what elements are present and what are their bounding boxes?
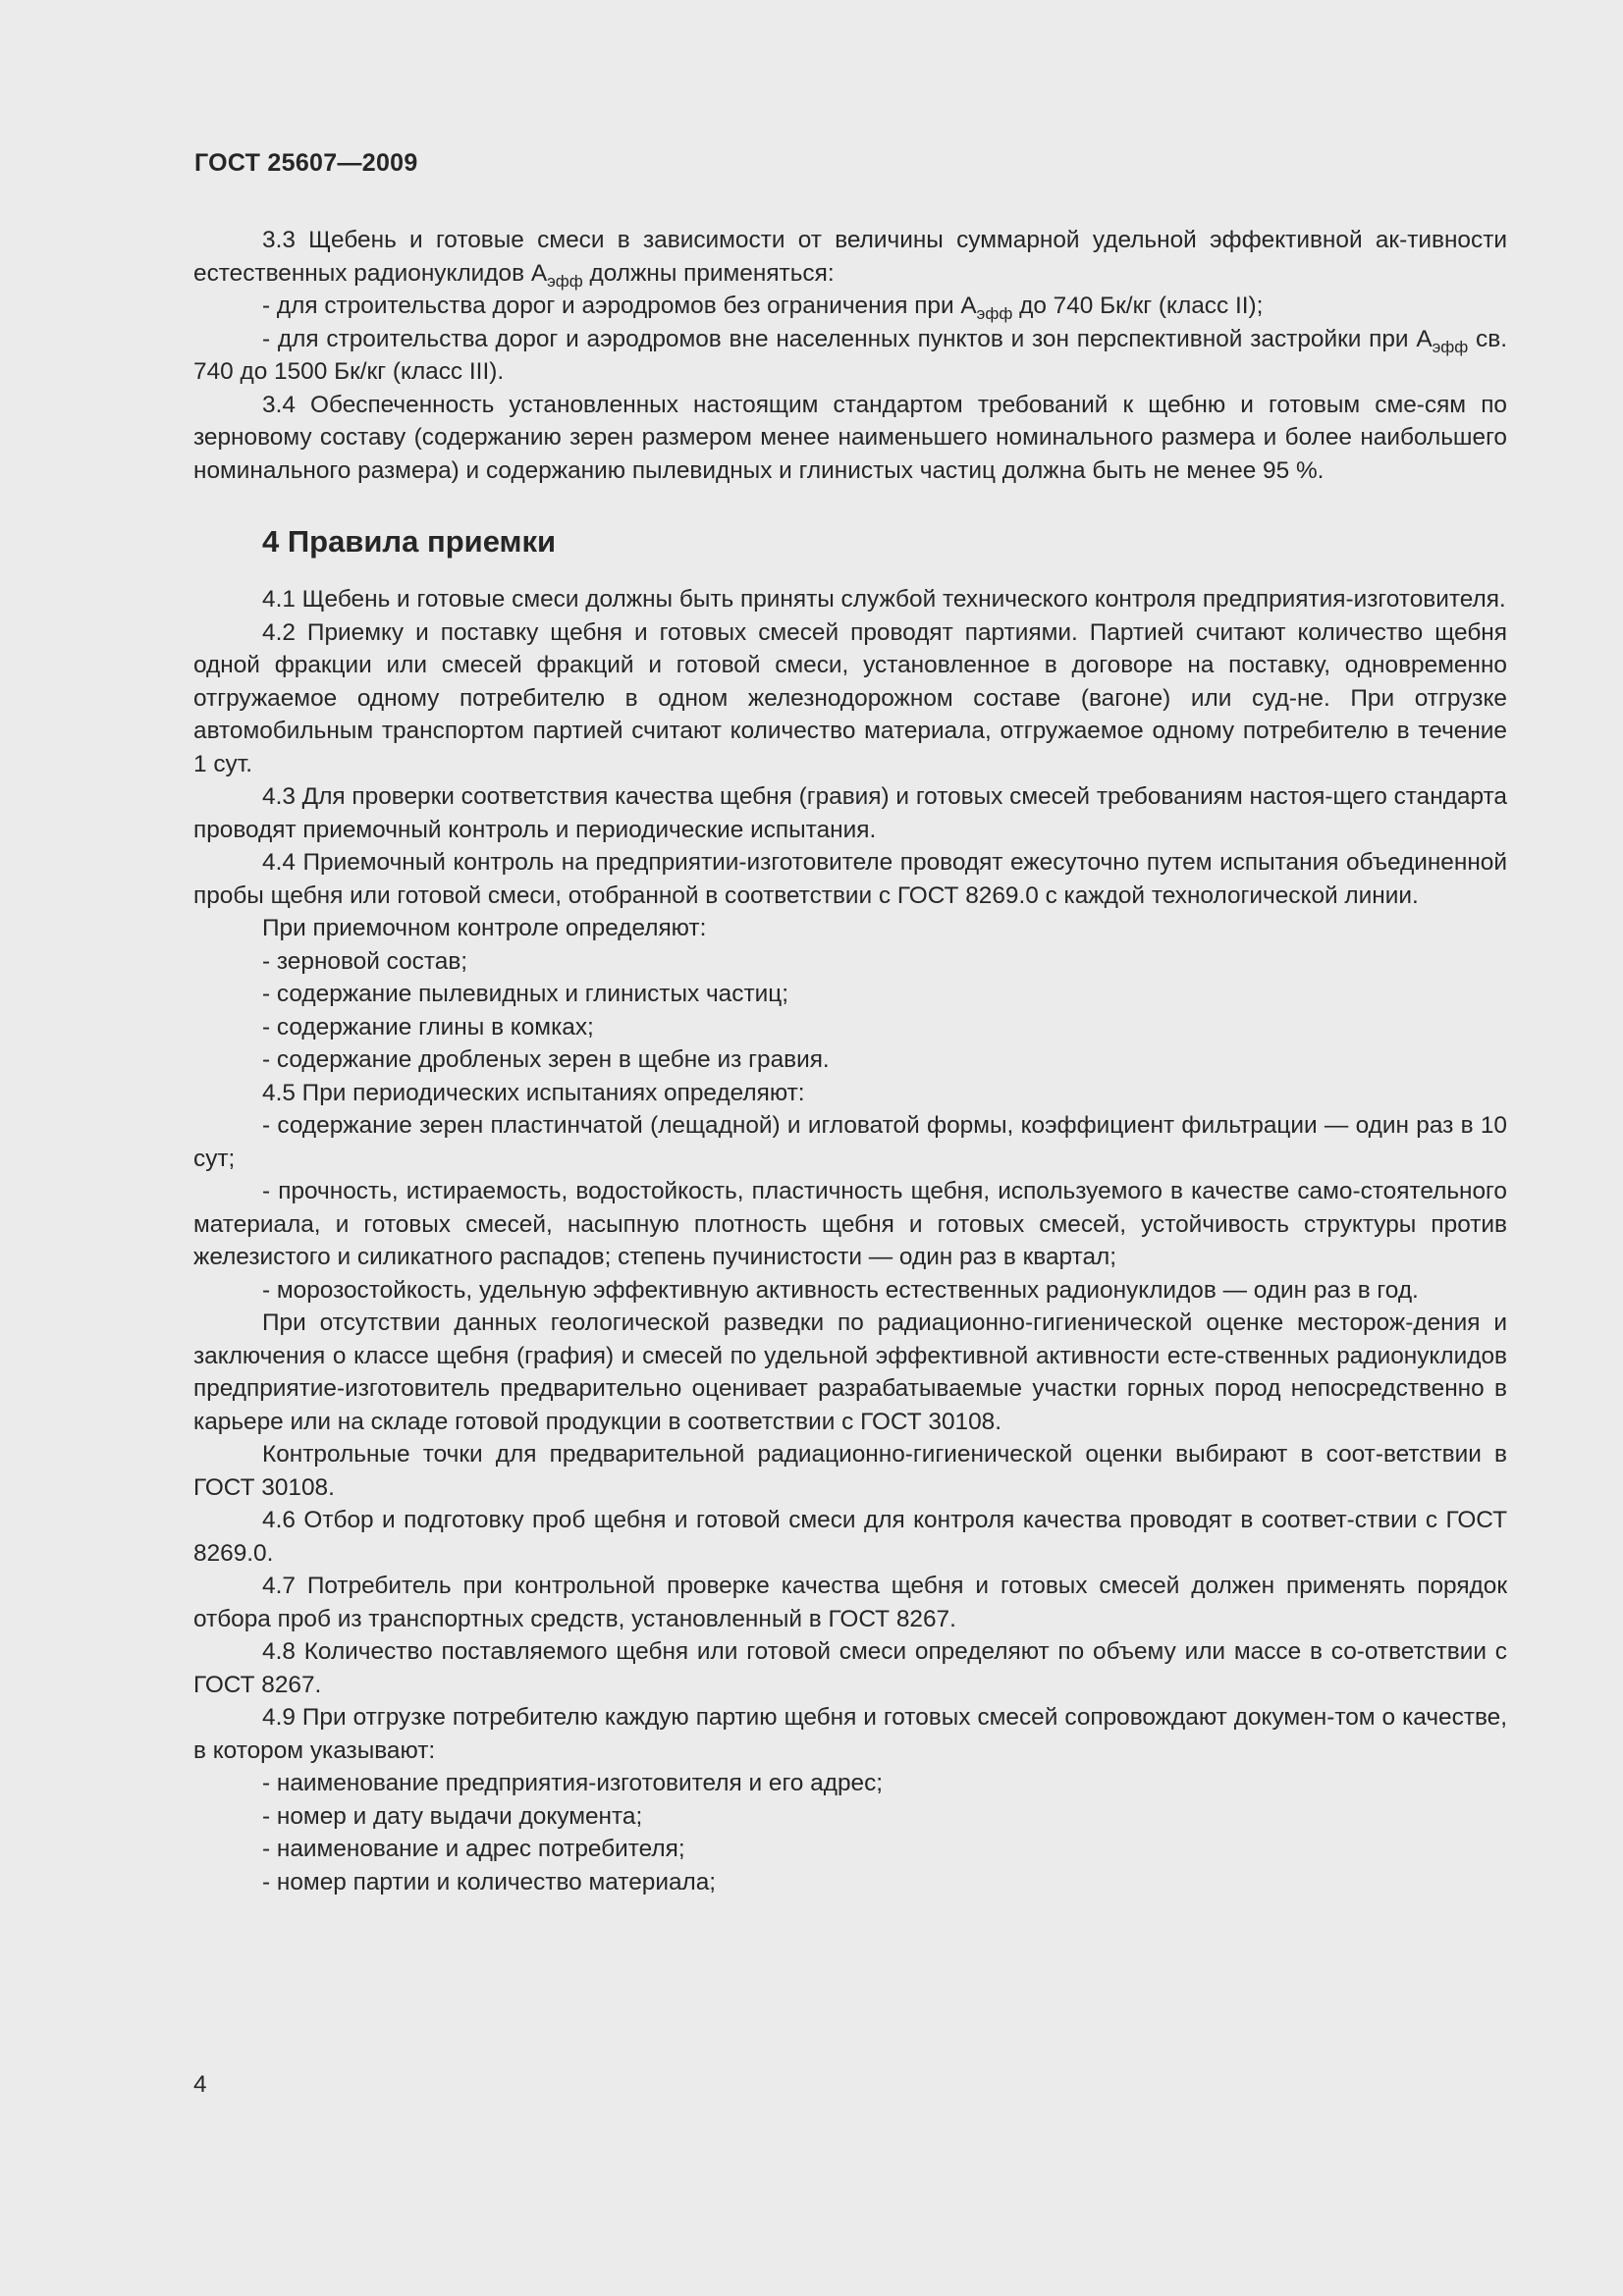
list-item: - содержание глины в комках;: [262, 1013, 594, 1041]
body-text: [193, 224, 1507, 1898]
page-number: 4: [193, 2071, 207, 2098]
list-item: - номер и дату выдачи документа;: [262, 1802, 643, 1830]
list-item: - номер партии и количество материала;: [262, 1868, 717, 1896]
list-item: - содержание зерен пластинчатой (лещадной) и игловатой формы, коэффициент фильтрации — один раз в 10 сут;: [193, 1112, 1507, 1172]
paragraph-4-4: 4.4 Приемочный контроль на предприятии-изготовителе проводят ежесуточно путем испытания объединенной пробы щебня или готовой смеси, отобранной в соответствии с ГОСТ 8269.0 с каждой технологической линии.: [193, 849, 1507, 909]
list-item: - содержание дробленых зерен в щебне из гравия.: [262, 1046, 830, 1073]
list-item: - зерновой состав;: [262, 947, 468, 975]
list-item: [193, 290, 1507, 323]
paragraph-4-3: 4.3 Для проверки соответствия качества щебня (гравия) и готовых смесей требованиям настоя-щего стандарта проводят приемочный контроль и периодические испытания.: [193, 783, 1507, 843]
subscript: эфф: [547, 271, 583, 291]
text-run: до 740 Бк/кг (класс II);: [1012, 293, 1264, 319]
text-run: - для строительства дорог и аэродромов вне населенных пунктов и зон перспективной застройки при A: [262, 325, 1433, 352]
standard-header: ГОСТ 25607—2009: [194, 149, 418, 177]
paragraph: Контрольные точки для предварительной радиационно-гигиенической оценки выбирают в соот-ветствии в ГОСТ 30108.: [193, 1441, 1507, 1501]
section-title: 4 Правила приемки: [262, 524, 557, 559]
subscript: эфф: [976, 304, 1013, 323]
paragraph-4-1: 4.1 Щебень и готовые смеси должны быть приняты службой технического контроля предприятия-изготовителя.: [262, 586, 1506, 613]
paragraph-4-8: 4.8 Количество поставляемого щебня или готовой смеси определяют по объему или массе в со-ответствии с ГОСТ 8267.: [193, 1638, 1507, 1698]
text-run: должны применяться:: [582, 259, 835, 287]
paragraph: При приемочном контроле определяют:: [262, 915, 707, 941]
text-run: св. 740 до 1500 Бк/кг (класс III).: [193, 325, 1507, 385]
paragraph-3-3: [193, 224, 1507, 290]
text-run: 3.3 Щебень и готовые смеси в зависимости от величины суммарной удельной эффективной ак-тивности естественных радионуклидов A: [193, 227, 1507, 287]
paragraph-4-5: 4.5 При периодических испытаниях определяют:: [262, 1079, 805, 1106]
subscript: эфф: [1432, 337, 1469, 356]
paragraph-4-9: 4.9 При отгрузке потребителю каждую партию щебня и готовых смесей сопровождают докумен-том о качестве, в котором указывают:: [193, 1704, 1507, 1764]
list-item: - содержание пылевидных и глинистых частиц;: [262, 981, 788, 1007]
list-item: - наименование предприятия-изготовителя и его адрес;: [262, 1770, 884, 1796]
list-item: - морозостойкость, удельную эффективную активность естественных радионуклидов — один раз в год.: [262, 1276, 1419, 1304]
list-item: - прочность, истираемость, водостойкость, пластичность щебня, используемого в качестве само-стоятельного материала, и готовых смесей, насыпную плотность щебня и готовых смесей, устойчивость структуры против железистого и силикатного распадов; степень пучинистости — один раз в квартал;: [193, 1178, 1507, 1270]
paragraph-4-6: 4.6 Отбор и подготовку проб щебня и готовой смеси для контроля качества проводят в соответ-ствии с ГОСТ 8269.0.: [193, 1507, 1507, 1567]
text-run: - для строительства дорог и аэродромов без ограничения при A: [262, 293, 977, 319]
paragraph-4-2: 4.2 Приемку и поставку щебня и готовых смесей проводят партиями. Партией считают количество щебня одной фракции или смесей фракций и готовой смеси, установленное в договоре на поставку, одновременно отгружаемое одному потребителю в одном железнодорожном составе (вагоне) или суд-не. При отгрузке автомобильным транспортом партией считают количество материала, отгружаемое одному потребителю в течение 1 сут.: [193, 618, 1507, 777]
paragraph: При отсутствии данных геологической разведки по радиационно-гигиенической оценке месторож-дения и заключения о классе щебня (графия) и смесей по удельной эффективной активности есте-ственных радионуклидов предприятие-изготовитель предварительно оценивает разрабатываемые участки горных пород непосредственно в карьере или на складе готовой продукции в соответствии с ГОСТ 30108.: [193, 1309, 1507, 1435]
list-item: - наименование и адрес потребителя;: [262, 1836, 685, 1862]
list-item: [193, 323, 1507, 389]
paragraph-4-7: 4.7 Потребитель при контрольной проверке качества щебня и готовых смесей должен применять порядок отбора проб из транспортных средств, установленный в ГОСТ 8267.: [193, 1573, 1507, 1632]
paragraph-3-4: 3.4 Обеспеченность установленных настоящим стандартом требований к щебню и готовым сме-сям по зерновому составу (содержанию зерен размером менее наименьшего номинального размера и более наибольшего номинального размера) и содержанию пылевидных и глинистых частиц должна быть не менее 95 %.: [193, 391, 1507, 484]
